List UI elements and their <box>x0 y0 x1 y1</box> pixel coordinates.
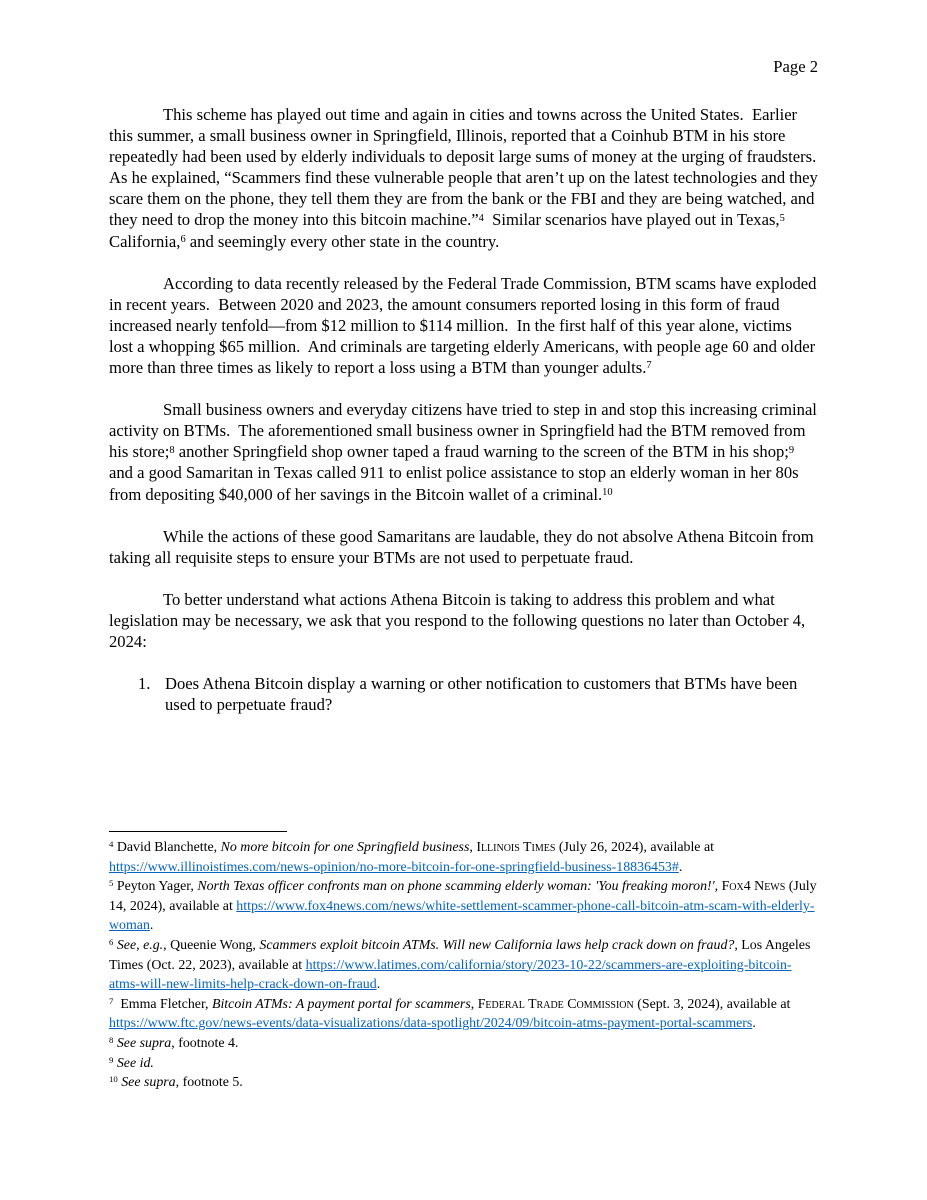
footnote-marker: 4 <box>109 839 114 850</box>
text-run: , footnote 5. <box>175 1075 243 1091</box>
footnote-marker: 4 <box>478 212 484 224</box>
footnote-9 <box>109 1054 819 1074</box>
hyperlink[interactable]: https://www.illinoistimes.com/news-opinion/no-more-bitcoin-for-one-springfield-business-18836453# <box>109 859 679 875</box>
footnote-8 <box>109 1034 819 1054</box>
numbered-question-1 <box>109 673 819 715</box>
footnote-marker: 10 <box>109 1074 118 1085</box>
text-run: , <box>470 996 478 1012</box>
text-run: Bitcoin ATMs: A payment portal for scammers <box>211 996 471 1012</box>
text-run: , <box>469 840 477 855</box>
footnote-marker: 8 <box>169 444 175 456</box>
text-run: See id. <box>116 1055 154 1071</box>
footnote-marker: 9 <box>109 1054 114 1065</box>
text-run: David Blanchette, <box>113 840 221 855</box>
text-run: , footnote 4. <box>171 1035 239 1051</box>
footnote-4 <box>109 838 819 877</box>
text-run: Does Athena Bitcoin display a warning or other notification to customers that BTMs have been used to perpetuate fraud? <box>165 674 802 715</box>
text-run: (July 14, 2024), available at <box>109 879 821 914</box>
footnote-marker: 5 <box>779 212 785 224</box>
footnote-separator-rule <box>109 831 287 832</box>
text-run: Small business owners and everyday citizens have tried to step in and stop this increasing criminal activity on BTMs. The aforementioned small business owner in Springfield had the BTM removed from his store; <box>109 400 822 462</box>
paragraph-request-response <box>109 589 819 652</box>
letter-body <box>109 104 824 715</box>
text-run: , Los Angeles Times (Oct. 22, 2023), available at <box>109 937 814 973</box>
hyperlink[interactable]: https://www.ftc.gov/news-events/data-visualizations/data-spotlight/2024/09/bitcoin-atms-payment-portal-scammers <box>109 1016 753 1032</box>
list-item-text <box>165 673 819 715</box>
paragraph-ftc-data <box>109 273 819 378</box>
text-run: , <box>714 879 722 895</box>
footnote-7 <box>109 995 819 1034</box>
text-run: . <box>376 977 381 993</box>
text-run: See, e.g. <box>116 937 164 953</box>
text-run: See supra <box>121 1075 176 1091</box>
paragraph-small-business-owners <box>109 399 822 504</box>
text-run: Similar scenarios have played out in Texas, <box>483 210 780 230</box>
footnote-marker: 7 <box>109 995 114 1006</box>
list-number: 1. <box>138 674 151 694</box>
footnote-10 <box>109 1073 819 1093</box>
text-run: Illinois Times <box>476 840 556 855</box>
page-number: Page 2 <box>773 57 818 76</box>
text-run: . <box>149 918 154 934</box>
text-run: Scammers exploit bitcoin ATMs. Will new California laws help crack down on fraud? <box>259 937 735 953</box>
text-run: Fox4 News <box>721 879 786 895</box>
footnote-marker: 10 <box>602 486 613 498</box>
text-run: . <box>678 859 683 875</box>
text-run: California, <box>109 210 789 251</box>
text-run: To better understand what actions Athena Bitcoin is taking to address this problem and what legislation may be necessary, we ask that you respond to the following questions no later than October 4, 2024: <box>109 589 810 651</box>
paragraph-scheme-played-out <box>109 104 824 252</box>
footnote-marker: 6 <box>180 233 186 245</box>
footnote-5 <box>109 877 819 936</box>
text-run: (July 26, 2024), available at <box>555 840 718 855</box>
footnote-marker: 7 <box>646 360 652 372</box>
paragraph-good-samaritans <box>109 526 819 568</box>
text-run: Emma Fletcher, <box>113 996 212 1012</box>
footnote-marker: 5 <box>109 878 114 889</box>
text-run: While the actions of these good Samaritans are laudable, they do not absolve Athena Bitcoin from taking all requisite steps to ensure your BTMs are not used to perpetuate fraud. <box>109 526 818 567</box>
text-run: Peyton Yager, <box>113 879 198 895</box>
hyperlink[interactable]: https://www.fox4news.com/news/white-settlement-scammer-phone-call-bitcoin-atm-scam-with-elderly-woman <box>109 898 815 934</box>
text-run: , Queenie Wong, <box>163 937 260 953</box>
footnote-marker: 9 <box>788 444 795 456</box>
hyperlink[interactable]: https://www.latimes.com/california/story/2023-10-22/scammers-are-exploiting-bitcoin-atms-will-new-limits-help-crack-down-on-fraud <box>109 957 792 993</box>
text-run: This scheme has played out time and again in cities and towns across the United States. Earlier this summer, a small business owner in Springfield, Illinois, reported that a Coinhub BTM in his store repeatedly had been used by elderly individuals to deposit large sums of money at the urging of fraudsters. As he explained, “Scammers find these vulnerable people that aren’t up on the latest technologies and they scare them on the phone, they tell them they are from the bank or the FBI and they are being watched, and they need to drop the money into this bitcoin machine.” <box>109 105 824 230</box>
text-run: According to data recently released by the Federal Trade Commission, BTM scams have exploded in recent years. Between 2020 and 2023, the amount consumers reported losing in this form of fraud increased nearly tenfold—from $12 million to $114 million. In the first half of this year alone, victims lost a whopping $65 million. And criminals are targeting elderly Americans, with people age 60 and older more than three times as likely to report a loss using a BTM than younger adults. <box>109 273 821 378</box>
text-run: No more bitcoin for one Springfield business <box>220 840 470 855</box>
footnote-marker: 6 <box>109 937 114 948</box>
footnote-marker: 8 <box>109 1035 114 1045</box>
text-run: (Sept. 3, 2024), available at <box>633 996 794 1012</box>
footnotes-section <box>109 831 819 1093</box>
text-run: and seemingly every other state in the country. <box>185 231 500 251</box>
footnote-6 <box>109 936 819 995</box>
text-run: . <box>752 1016 756 1032</box>
text-run: Federal Trade Commission <box>477 996 634 1012</box>
text-run: See supra <box>116 1035 172 1051</box>
text-run: another Springfield shop owner taped a fraud warning to the screen of the BTM in his shop; <box>174 442 789 462</box>
text-run: North Texas officer confronts man on phone scamming elderly woman: 'You freaking moron!' <box>197 879 715 895</box>
text-run: and a good Samaritan in Texas called 911 to enlist police assistance to stop an elderly woman in her 80s from depositing $40,000 of her savings in the Bitcoin wallet of a criminal. <box>109 442 803 504</box>
